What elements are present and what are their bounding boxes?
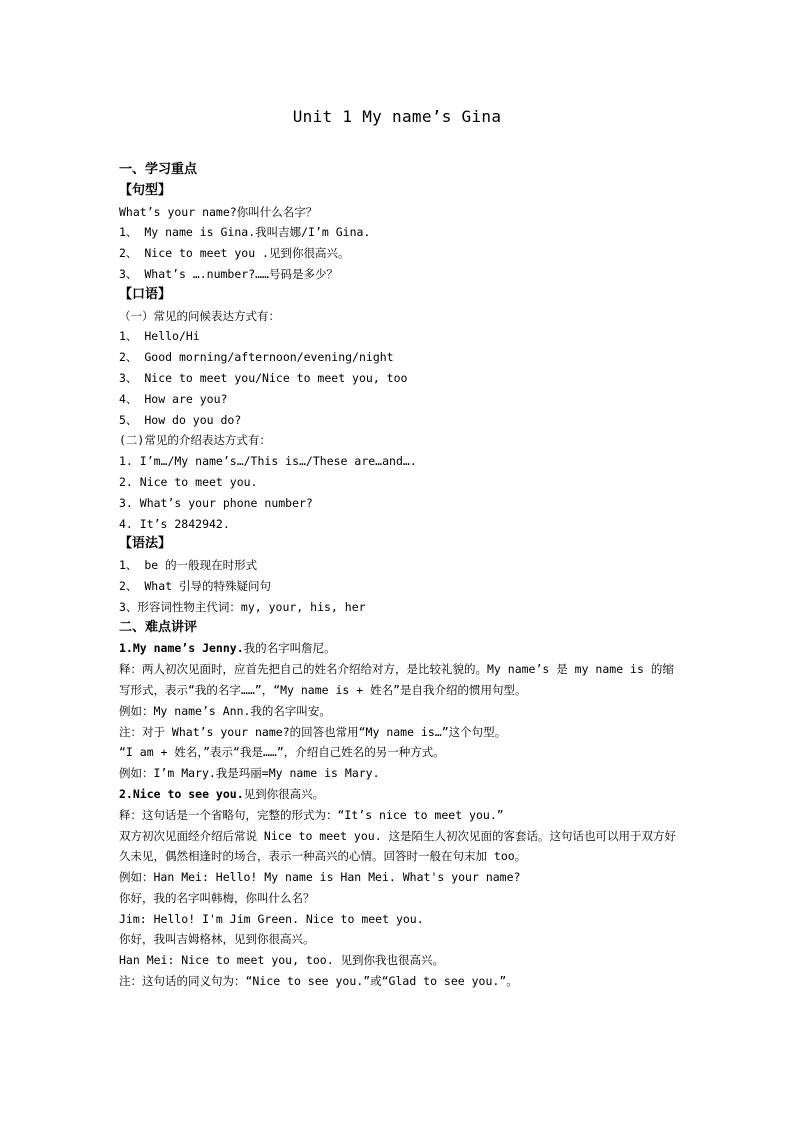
text-line <box>119 555 679 576</box>
text-line <box>119 971 679 992</box>
bold-heading: 2.Nice to see you. <box>119 786 244 801</box>
line-text: 4、 How are you? <box>119 391 228 406</box>
text-line <box>119 410 679 431</box>
text-line <box>119 285 679 306</box>
line-text: What’s your name?你叫什么名字？ <box>119 204 318 219</box>
line-text: 2、 Nice to meet you .见到你很高兴。 <box>119 246 350 261</box>
line-text: 3、 What’s ….number?……号码是多少？ <box>119 266 338 281</box>
document-body <box>119 160 679 992</box>
line-text: 1、 Hello/Hi <box>119 329 200 344</box>
text-line <box>119 326 679 347</box>
text-line <box>119 181 679 202</box>
text-line <box>119 306 679 327</box>
line-text: 你好，我叫吉姆格林，见到你很高兴。 <box>119 932 315 947</box>
line-text: 见到你很高兴。 <box>243 786 325 801</box>
line-text: 释：两人初次见面时，应首先把自己的姓名介绍给对方，是比较礼貌的。My name’s 是 my name is 的缩写形式，表示“我的名字……”，“My name is + 姓名”是自我介绍的惯用句型。 <box>119 662 674 697</box>
text-line <box>119 950 679 971</box>
line-text: Han Mei: Nice to meet you, too. 见到你我也很高兴。 <box>119 953 445 968</box>
text-line <box>119 576 679 597</box>
line-text: 3、 Nice to meet you/Nice to meet you, too <box>119 370 408 385</box>
text-line <box>119 368 679 389</box>
line-text: “I am + 姓名，”表示“我是……”，介绍自己姓名的另一种方式。 <box>119 745 445 760</box>
text-line <box>119 888 679 909</box>
text-line <box>119 805 679 826</box>
line-text: 你好，我的名字叫韩梅，你叫什么名？ <box>119 890 315 905</box>
text-line <box>119 929 679 950</box>
text-line <box>119 909 679 930</box>
text-line <box>119 826 679 868</box>
line-text: 1、 be 的一般现在时形式 <box>119 558 258 573</box>
line-text: 例如：Han Mei: Hello! My name is Han Mei. What's your name? <box>119 870 521 885</box>
text-line <box>119 222 679 243</box>
line-text: Jim: Hello! I'm Jim Green. Nice to meet you. <box>119 911 424 926</box>
line-text: 例如：My name’s Ann.我的名字叫安。 <box>119 703 331 718</box>
line-text: (二)常见的介绍表达方式有： <box>119 433 271 448</box>
line-text: 【口语】 <box>119 286 172 302</box>
text-line <box>119 264 679 285</box>
text-line <box>119 597 679 618</box>
line-text: 例如：I’m Mary.我是玛丽=My name is Mary. <box>119 766 380 781</box>
text-line <box>119 243 679 264</box>
text-line <box>119 701 679 722</box>
text-line <box>119 784 679 805</box>
line-text: 2. Nice to meet you. <box>119 474 258 489</box>
text-line <box>119 867 679 888</box>
text-line <box>119 493 679 514</box>
text-line <box>119 430 679 451</box>
line-text: 【语法】 <box>119 536 172 552</box>
line-text: 一、学习重点 <box>119 162 198 177</box>
line-text: 二、难点讲评 <box>119 619 198 635</box>
line-text: 双方初次见面经介绍后常说 Nice to meet you. 这是陌生人初次见面的客套话。这句话也可以用于双方好久未见，偶然相逢时的场合，表示一种高兴的心情。回答时一般在句末加 too。 <box>119 828 677 864</box>
line-text: 2、 What 引导的特殊疑问句 <box>119 578 271 593</box>
text-line <box>119 202 679 223</box>
text-line <box>119 514 679 535</box>
text-line <box>119 534 679 555</box>
text-line <box>119 389 679 410</box>
text-line <box>119 638 679 659</box>
bold-heading: 1.My name’s Jenny. <box>119 641 244 656</box>
line-text: 4. It’s 2842942. <box>119 516 230 531</box>
text-line <box>119 742 679 763</box>
line-text: 3、形容词性物主代词：my, your, his, her <box>119 599 366 614</box>
text-line <box>119 347 679 368</box>
line-text: 我的名字叫詹尼。 <box>243 641 336 656</box>
line-text: 5、 How do you do? <box>119 412 242 427</box>
line-text: 1. I’m…/My name’s…/This is…/These are…and…. <box>119 454 417 469</box>
text-line <box>119 472 679 493</box>
text-line <box>119 659 679 701</box>
line-text: 3. What’s your phone number? <box>119 495 313 510</box>
line-text: 【句型】 <box>119 182 172 198</box>
line-text: 1、 My name is Gina.我叫吉娜/I’m Gina. <box>119 225 371 240</box>
line-text: 2、 Good morning/afternoon/evening/night <box>119 350 394 365</box>
text-line <box>119 618 679 639</box>
line-text: 释：这句话是一个省略句，完整的形式为：“It’s nice to meet you.” <box>119 807 504 822</box>
text-line <box>119 722 679 743</box>
line-text: 注：对于 What’s your name?的回答也常用“My name is…”这个句型。 <box>119 724 507 739</box>
page-title: Unit 1 My name’s Gina <box>292 107 502 126</box>
text-line <box>119 451 679 472</box>
text-line <box>119 160 679 181</box>
text-line <box>119 763 679 784</box>
line-text: （一）常见的问候表达方式有： <box>119 308 280 323</box>
line-text: 注：这句话的同义句为：“Nice to see you.”或“Glad to see you.”。 <box>119 974 518 989</box>
